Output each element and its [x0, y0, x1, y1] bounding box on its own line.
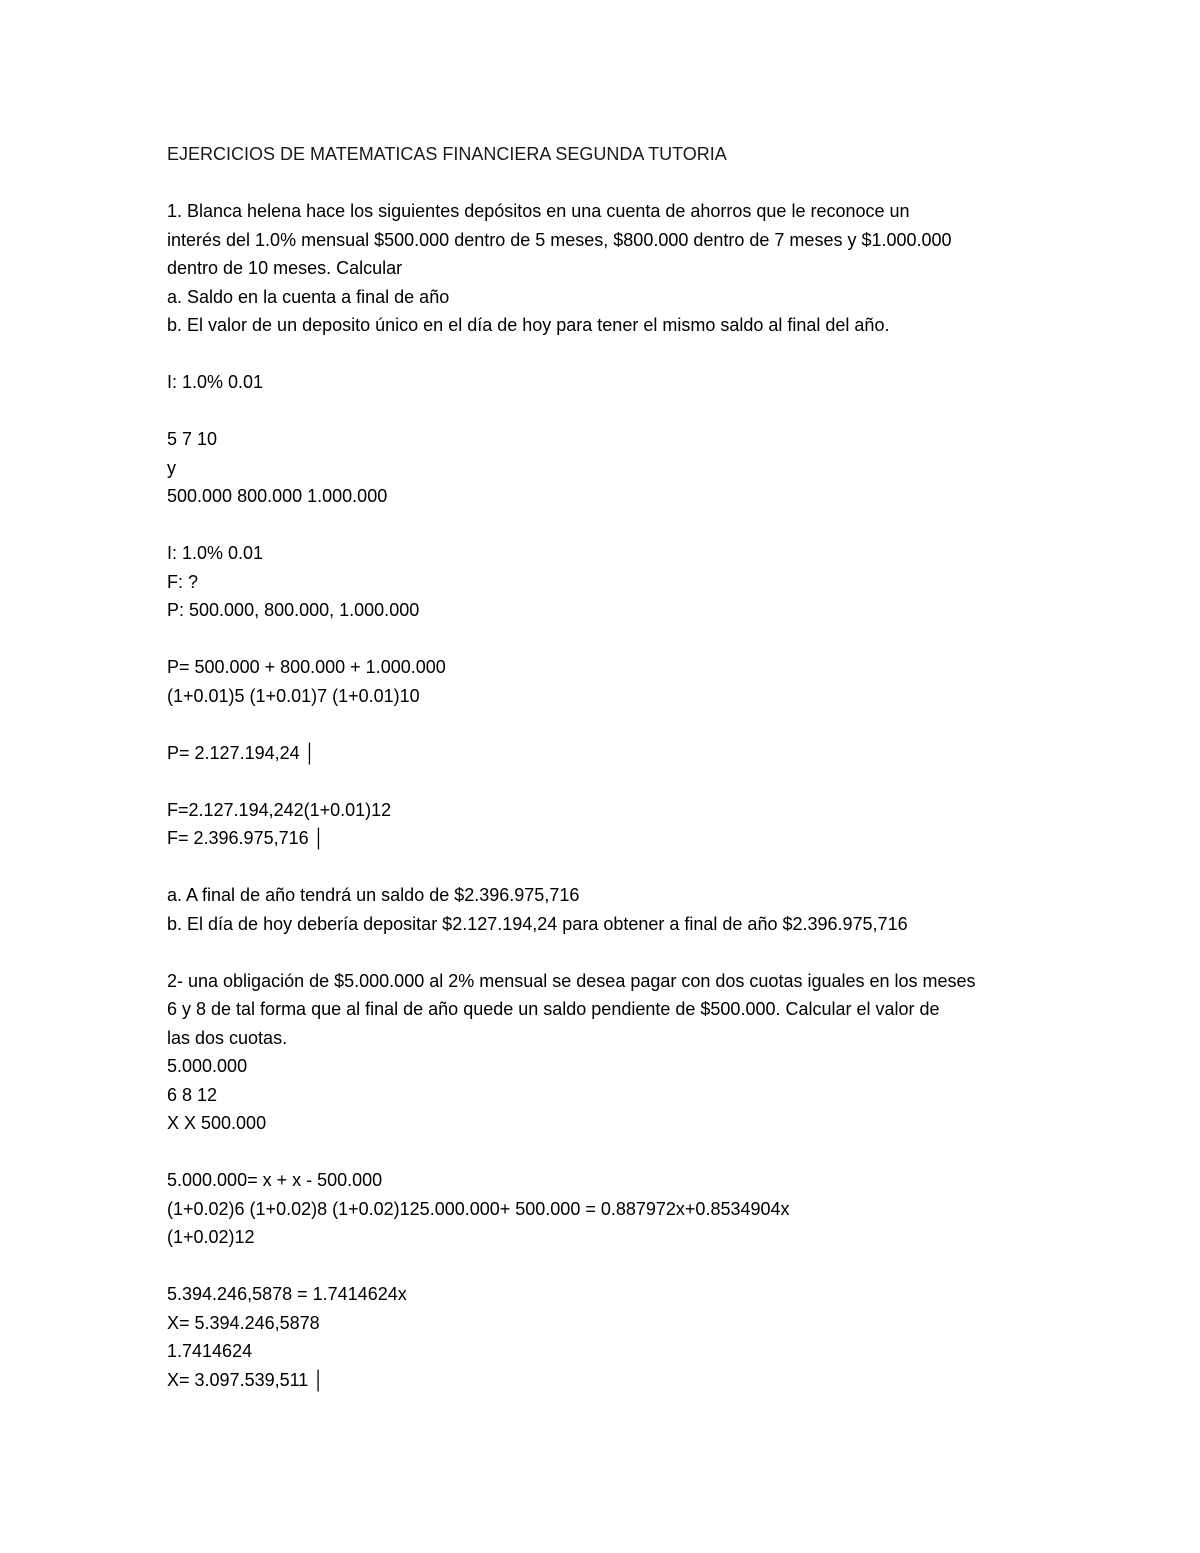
- blank-line: [167, 853, 1047, 882]
- exercise1-question-a: a. Saldo en la cuenta a final de año: [167, 286, 450, 307]
- document-title: EJERCICIOS DE MATEMATICAS FINANCIERA SEGUNDA TUTORIA: [167, 144, 727, 164]
- exercise1-timeline-periods: 5 7 10: [167, 429, 218, 449]
- document-body: [167, 140, 1047, 1394]
- exercise2-periods: 6 8 12: [167, 1084, 218, 1105]
- exercise2-statement-line-2: 6 y 8 de tal forma que al final de año quede un saldo pendiente de $500.000. Calcular el valor de: [167, 999, 940, 1019]
- exercise1-answer-a: a. A final de año tendrá un saldo de $2.396.975,716: [167, 885, 580, 905]
- exercise2-amount: 5.000.000: [167, 1056, 248, 1076]
- exercise2-statement-line-1: 2- una obligación de $5.000.000 al 2% mensual se desea pagar con dos cuotas iguales en los meses: [167, 970, 976, 991]
- exercise1-statement-line-1: 1. Blanca helena hace los siguientes depósitos en una cuenta de ahorros que le reconoce un: [167, 201, 910, 221]
- blank-line: [167, 169, 1047, 198]
- exercise2-payments: X X 500.000: [167, 1113, 267, 1133]
- exercise2-equation-middle: (1+0.02)6 (1+0.02)8 (1+0.02)125.000.000+ 500.000 = 0.887972x+0.8534904x: [167, 1198, 790, 1219]
- exercise1-result-f: F= 2.396.975,716 │: [167, 828, 325, 848]
- exercise2-x-fraction-bottom: 1.7414624: [167, 1341, 253, 1361]
- exercise2-x-fraction-top: X= 5.394.246,5878: [167, 1312, 320, 1333]
- exercise1-timeline-amounts: 500.000 800.000 1.000.000: [167, 486, 388, 506]
- exercise2-equation-simplified: 5.394.246,5878 = 1.7414624x: [167, 1284, 407, 1304]
- exercise1-timeline-y: y: [167, 457, 176, 478]
- exercise1-formula-bottom: (1+0.01)5 (1+0.01)7 (1+0.01)10: [167, 685, 420, 706]
- blank-line: [167, 397, 1047, 426]
- exercise1-statement-line-2: interés del 1.0% mensual $500.000 dentro de 5 meses, $800.000 dentro de 7 meses y $1.000.000: [167, 229, 952, 250]
- exercise1-answer-b: b. El día de hoy debería depositar $2.127.194,24 para obtener a final de año $2.396.975,716: [167, 913, 908, 934]
- exercise1-formula-top: P= 500.000 + 800.000 + 1.000.000: [167, 657, 446, 677]
- exercise1-rate-line: I: 1.0% 0.01: [167, 372, 264, 392]
- exercise2-equation-top: 5.000.000= x + x - 500.000: [167, 1170, 383, 1190]
- exercise1-question-b: b. El valor de un deposito único en el día de hoy para tener el mismo saldo al final del año.: [167, 315, 890, 335]
- exercise2-statement-line-3: las dos cuotas.: [167, 1027, 288, 1048]
- exercise1-data-p: P: 500.000, 800.000, 1.000.000: [167, 600, 420, 620]
- exercise1-formula-f: F=2.127.194,242(1+0.01)12: [167, 799, 392, 820]
- blank-line: [167, 938, 1047, 967]
- exercise1-data-f: F: ?: [167, 571, 199, 592]
- blank-line: [167, 625, 1047, 654]
- exercise2-equation-bottom: (1+0.02)12: [167, 1227, 255, 1247]
- blank-line: [167, 710, 1047, 739]
- blank-line: [167, 1252, 1047, 1281]
- blank-line: [167, 767, 1047, 796]
- exercise1-statement-line-3: dentro de 10 meses. Calcular: [167, 258, 403, 278]
- blank-line: [167, 511, 1047, 540]
- exercise2-x-result: X= 3.097.539,511 │: [167, 1369, 325, 1390]
- blank-line: [167, 340, 1047, 369]
- exercise1-data-rate: I: 1.0% 0.01: [167, 543, 264, 563]
- exercise1-result-p: P= 2.127.194,24 │: [167, 742, 316, 763]
- blank-line: [167, 1138, 1047, 1167]
